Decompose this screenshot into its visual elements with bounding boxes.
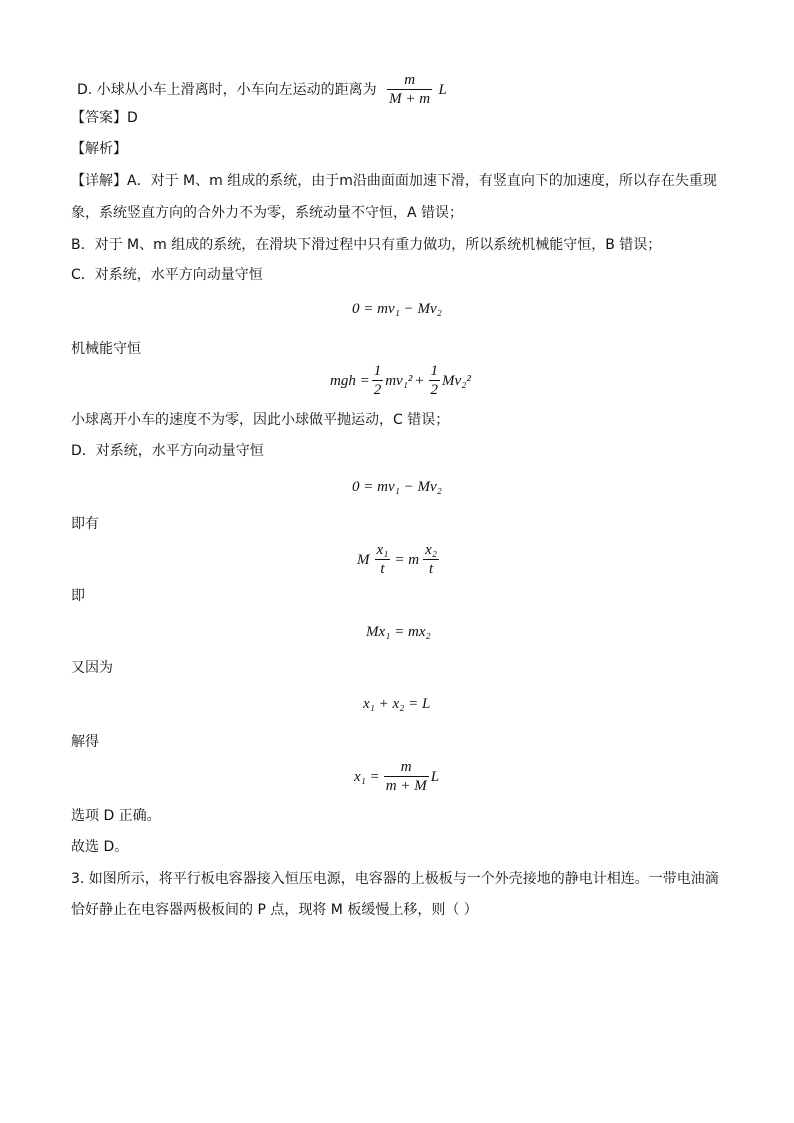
jie-de-label: 解得 [71, 734, 99, 750]
equation-sum-displacement: x₁ + x₂ = L [363, 696, 431, 712]
equation-result [354, 760, 439, 794]
detail-line-4: C．对系统，水平方向动量守恒 [71, 267, 263, 283]
energy-half-2: $\frac{1}{2}$ [430, 363, 439, 398]
energy-plus: + [414, 372, 425, 389]
energy-term-2: Mv₂² [442, 372, 471, 389]
mechanical-energy-label: 机械能守恒 [71, 341, 141, 357]
detail-line-3: B．对于 M、m 组成的系统，在滑块下滑过程中只有重力做功，所以系统机械能守恒，B 错误； [71, 237, 662, 253]
energy-lhs: mgh = [330, 372, 370, 389]
ratio-frac-2: $\frac{\text{x₂}}{t}$ [425, 542, 437, 577]
equation-energy [330, 364, 471, 398]
detail-line-1: 【详解】A．对于 M、m 组成的系统，由于m沿曲面面加速下滑，有竖直向下的加速度，所以存在失重现 [71, 173, 717, 189]
equation-displacement-ratio [357, 543, 441, 577]
conclusion-c: 小球离开小车的速度不为零，因此小球做平抛运动，C 错误； [71, 412, 450, 428]
d-intro: D．对系统，水平方向动量守恒 [71, 443, 264, 459]
question-3-line-1: 3. 如图所示，将平行板电容器接入恒压电源，电容器的上极板与一个外壳接地的静电计相连。一带电油滴 [71, 871, 719, 887]
equation-momentum-c: 0 = mv₁ − Mv₂ [352, 301, 442, 317]
energy-term-1: mv₁² [385, 372, 413, 389]
you-yin-wei-label: 又因为 [71, 660, 113, 676]
ji-label: 即 [71, 588, 85, 604]
gu-xuan: 故选 D。 [71, 839, 129, 855]
ratio-M: M [357, 551, 370, 568]
equation-mass-displacement: Mx₁ = mx₂ [366, 624, 431, 640]
analysis-header: 【解析】 [71, 141, 127, 157]
ji-you-label: 即有 [71, 516, 99, 532]
option-d-tail: L [438, 82, 447, 98]
option-d-line [77, 73, 447, 107]
correct-d: 选项 D 正确。 [71, 808, 161, 824]
option-d-numerator: m [404, 72, 416, 88]
option-d-fraction [387, 73, 432, 107]
ratio-frac-1: $\frac{\text{x₁}}{t}$ [376, 542, 389, 577]
question-3-line-2: 恰好静止在电容器两极板间的 P 点，现将 M 板缓慢上移，则（ ） [71, 902, 478, 918]
option-d-text: D. 小球从小车上滑离时，小车向左运动的距离为 [77, 82, 377, 98]
energy-half-1: $\frac{1}{2}$ [373, 363, 382, 398]
detail-line-2: 象，系统竖直方向的合外力不为零，系统动量不守恒，A 错误； [71, 205, 464, 221]
option-d-denominator: M + m [389, 91, 431, 107]
ratio-eq-m: = m [394, 551, 420, 568]
result-fraction: $\frac{m}{m + M}$ [385, 759, 427, 794]
equation-momentum-d: 0 = mv₁ − Mv₂ [352, 479, 442, 495]
result-L: L [430, 768, 440, 785]
result-lhs: x₁ = [354, 768, 380, 785]
answer-line: 【答案】D [71, 110, 138, 126]
